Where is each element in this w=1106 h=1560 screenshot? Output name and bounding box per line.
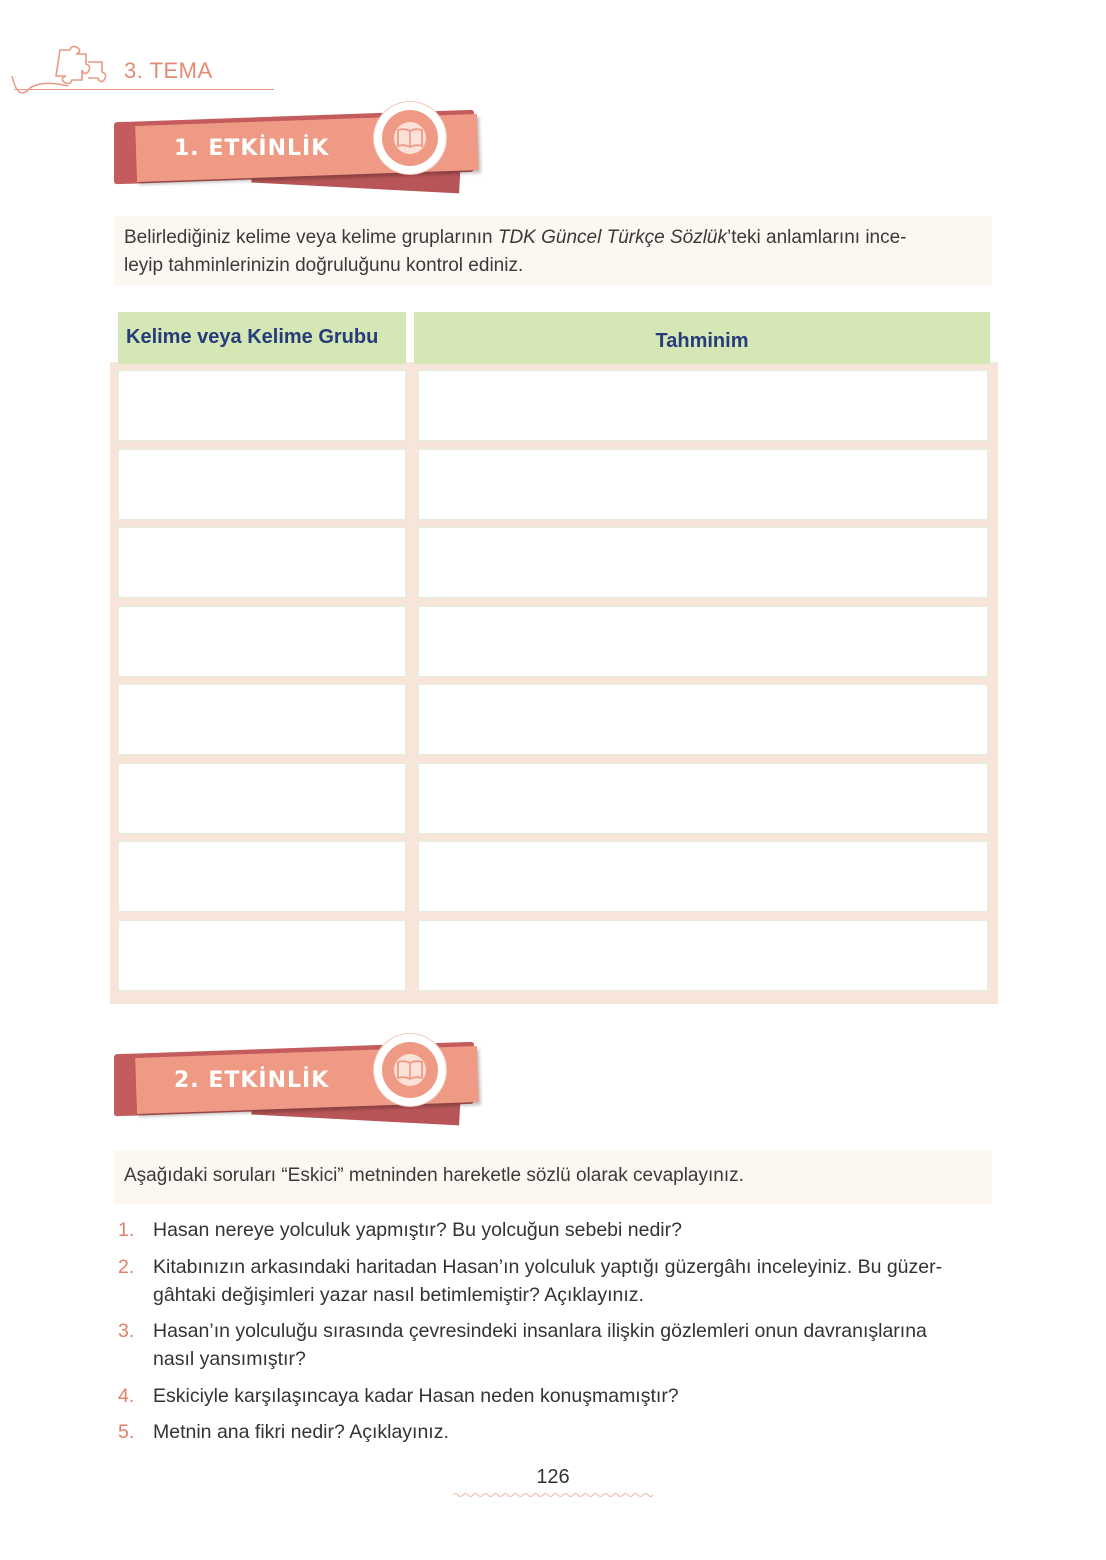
activity-1-banner [112, 108, 492, 208]
header-rule [14, 89, 274, 90]
activity-2-title: 2. ETKİNLİK [174, 1068, 330, 1093]
word-cell[interactable] [118, 606, 406, 677]
word-cell[interactable] [118, 841, 406, 912]
word-cell[interactable] [118, 370, 406, 441]
book-icon [374, 102, 446, 174]
guess-cell[interactable] [418, 920, 988, 991]
activity-1-instruction: Belirlediğiniz kelime veya kelime gruplarının TDK Güncel Türkçe Sözlük’teki anlamlarını ince- leyip tahminlerinizin doğruluğunu kontrol ediniz. [114, 216, 992, 286]
question-item: 2. Kitabınızın arkasındaki haritadan Hasan’ın yolculuk yaptığı güzergâhı inceleyiniz. Bu güzer- gâhtaki değişimleri yazar nasıl betimlemiştir? Açıklayınız. [118, 1256, 943, 1306]
guess-cell[interactable] [418, 841, 988, 912]
word-cell[interactable] [118, 920, 406, 991]
page-number: 126 [536, 1466, 570, 1488]
theme-label: 3. TEMA [124, 58, 213, 83]
guess-cell[interactable] [418, 606, 988, 677]
question-item: 5. Metnin ana fikri nedir? Açıklayınız. [118, 1421, 449, 1443]
activity-2-instruction: Aşağıdaki soruları “Eskici” metninden hareketle sözlü olarak cevaplayınız. [114, 1150, 992, 1204]
word-cell[interactable] [118, 527, 406, 598]
column-header-word: Kelime veya Kelime Grubu [126, 326, 379, 348]
word-cell[interactable] [118, 449, 406, 520]
question-item: 4. Eskiciyle karşılaşıncaya kadar Hasan neden konuşmamıştır? [118, 1385, 679, 1407]
puzzle-icon [8, 40, 118, 110]
book-icon [374, 1034, 446, 1106]
question-item: 3. Hasan’ın yolculuğu sırasında çevresindeki insanlara ilişkin gözlemleri onun davranışlarına nasıl yansımıştır? [118, 1320, 927, 1370]
activity-2-banner [112, 1040, 492, 1140]
word-cell[interactable] [118, 763, 406, 834]
guess-cell[interactable] [418, 449, 988, 520]
column-header-guess: Tahminim [655, 330, 749, 352]
question-item: 1. Hasan nereye yolculuk yapmıştır? Bu yolcuğun sebebi nedir? [118, 1219, 682, 1241]
word-cell[interactable] [118, 684, 406, 755]
guess-cell[interactable] [418, 370, 988, 441]
guess-cell[interactable] [418, 527, 988, 598]
guess-cell[interactable] [418, 763, 988, 834]
activity-1-title: 1. ETKİNLİK [174, 136, 330, 161]
guess-cell[interactable] [418, 684, 988, 755]
footer-ornament [453, 1492, 653, 1498]
